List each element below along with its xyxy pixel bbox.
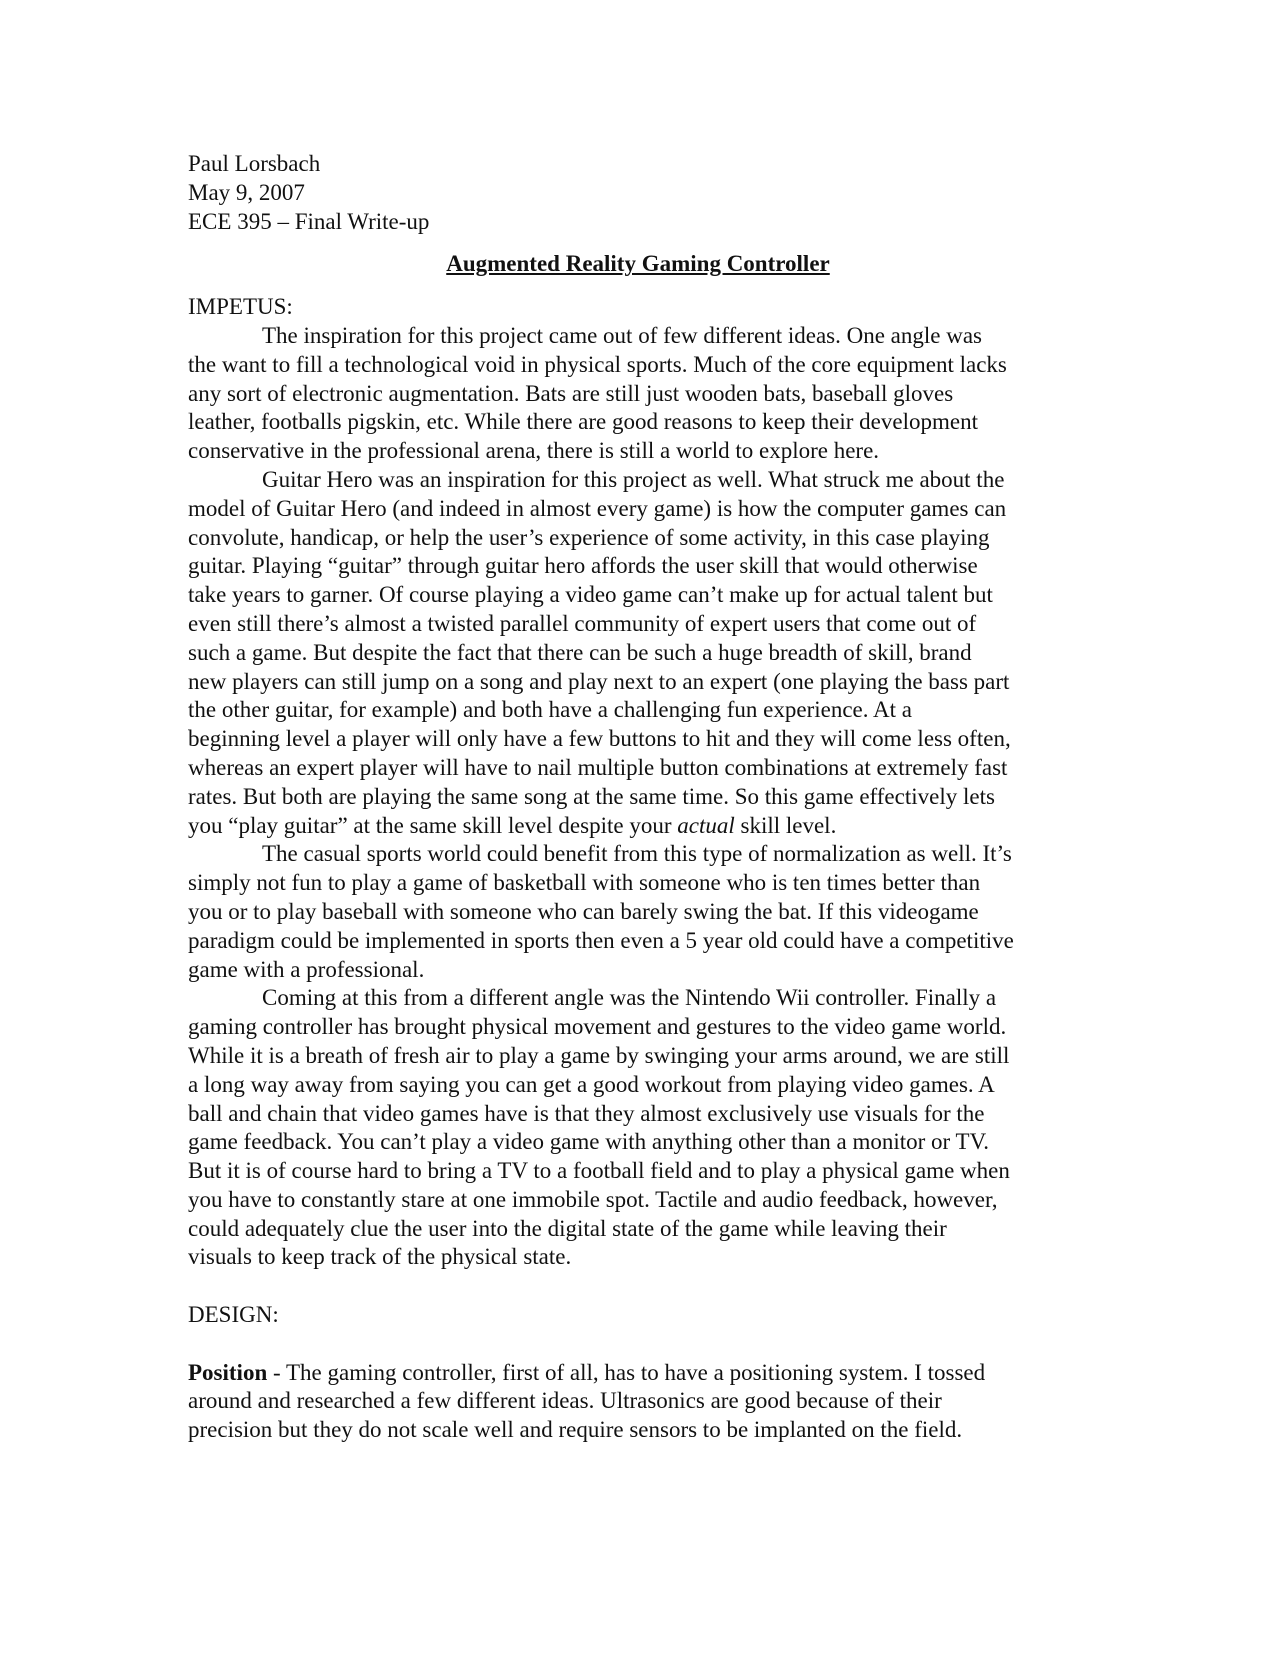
paragraph-line: take years to garner. Of course playing a video game can’t make up for actual talent but: [188, 582, 993, 608]
paragraph-line: [188, 1359, 1088, 1388]
paragraph-line: visuals to keep track of the physical state.: [188, 1244, 572, 1270]
paragraph-line: simply not fun to play a game of basketball with someone who is ten times better than: [188, 870, 981, 896]
paragraph-line: could adequately clue the user into the digital state of the game while leaving their: [188, 1215, 947, 1241]
paragraph-line: even still there’s almost a twisted parallel community of expert users that come out of: [188, 610, 977, 636]
paragraph-line: ball and chain that video games have is that they almost exclusively use visuals for the: [188, 1100, 985, 1126]
paragraph-line: While it is a breath of fresh air to play a game by swinging your arms around, we are still: [188, 1042, 1010, 1068]
design-heading: DESIGN:: [188, 1302, 279, 1328]
paragraph-line: whereas an expert player will have to nail multiple button combinations at extremely fast: [188, 754, 1008, 780]
document-page: [188, 150, 1088, 1445]
paragraph-line: The casual sports world could benefit from this type of normalization as well. It’s: [262, 841, 1012, 867]
paragraph-line: new players can still jump on a song and play next to an expert (one playing the bass part: [188, 668, 1010, 694]
paragraph-line: game feedback. You can’t play a video game with anything other than a monitor or TV.: [188, 1129, 989, 1155]
paragraph-line: you have to constantly stare at one immobile spot. Tactile and audio feedback, however,: [188, 1186, 998, 1212]
impetus-paragraph-2: [188, 466, 1088, 840]
paragraph-line-last: [188, 812, 1088, 841]
paragraph-line: rates. But both are playing the same song at the same time. So this game effectively lets: [188, 783, 995, 809]
paragraph-line: beginning level a player will only have a few buttons to hit and they will come less often,: [188, 726, 1011, 752]
text-run: skill level.: [734, 812, 837, 838]
author-name: Paul Lorsbach: [188, 151, 321, 176]
impetus-paragraph-3: [188, 840, 1088, 984]
paragraph-line: precision but they do not scale well and require sensors to be implanted on the field.: [188, 1417, 963, 1443]
text-run: you “play guitar” at the same skill level despite your: [188, 812, 678, 838]
position-paragraph: [188, 1359, 1088, 1445]
paragraph-line: the want to fill a technological void in physical sports. Much of the core equipment lacks: [188, 351, 1007, 377]
paragraph-line: any sort of electronic augmentation. Bats are still just wooden bats, baseball gloves: [188, 380, 954, 406]
paragraph-line: leather, footballs pigskin, etc. While there are good reasons to keep their development: [188, 409, 978, 435]
section-spacer: [188, 1330, 1088, 1359]
impetus-paragraph-1: [188, 322, 1088, 466]
document-date: May 9, 2007: [188, 179, 305, 205]
paragraph-line: conservative in the professional arena, there is still a world to explore here.: [188, 438, 880, 464]
paragraph-line: But it is of course hard to bring a TV to a football field and to play a physical game when: [188, 1158, 1010, 1184]
section-spacer: [188, 1272, 1088, 1301]
impetus-heading: IMPETUS:: [188, 294, 293, 320]
document-title: Augmented Reality Gaming Controller: [446, 251, 830, 277]
paragraph-line: guitar. Playing “guitar” through guitar hero affords the user skill that would otherwise: [188, 553, 978, 579]
paragraph-line: model of Guitar Hero (and indeed in almost every game) is how the computer games can: [188, 495, 1007, 521]
text-run: - The gaming controller, first of all, has to have a positioning system. I tossed: [267, 1359, 986, 1385]
italic-emphasis: actual: [677, 812, 735, 838]
paragraph-line: The inspiration for this project came out of few different ideas. One angle was: [262, 322, 982, 348]
paragraph-line: such a game. But despite the fact that there can be such a huge breadth of skill, brand: [188, 639, 972, 665]
paragraph-line: Guitar Hero was an inspiration for this project as well. What struck me about the: [262, 466, 1005, 492]
course-title: ECE 395 – Final Write-up: [188, 208, 430, 234]
paragraph-line: a long way away from saying you can get a good workout from playing video games. A: [188, 1071, 995, 1097]
paragraph-line: around and researched a few different ideas. Ultrasonics are good because of their: [188, 1388, 942, 1414]
paragraph-line: paradigm could be implemented in sports then even a 5 year old could have a competitive: [188, 927, 1014, 953]
paragraph-line: you or to play baseball with someone who can barely swing the bat. If this videogame: [188, 898, 979, 924]
paragraph-line: gaming controller has brought physical movement and gestures to the video game world.: [188, 1014, 1007, 1040]
position-heading: Position: [188, 1359, 268, 1385]
paragraph-line: Coming at this from a different angle was the Nintendo Wii controller. Finally a: [262, 985, 997, 1011]
impetus-paragraph-4: [188, 984, 1088, 1272]
paragraph-line: the other guitar, for example) and both have a challenging fun experience. At a: [188, 697, 912, 723]
paragraph-line: game with a professional.: [188, 956, 425, 982]
paragraph-line: convolute, handicap, or help the user’s experience of some activity, in this case playing: [188, 524, 990, 550]
